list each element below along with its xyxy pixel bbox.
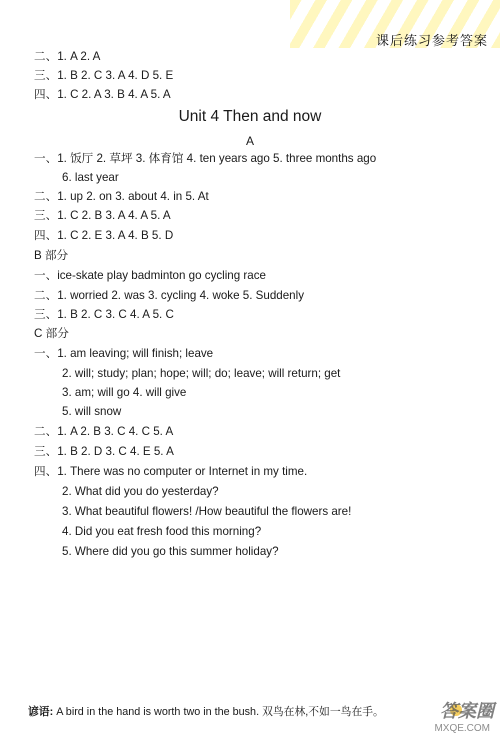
answer-line: 四、1. C 2. E 3. A 4. B 5. D: [34, 229, 174, 242]
proverb-label: 谚语:: [28, 706, 54, 718]
answer-line: 三、1. B 2. C 3. C 4. A 5. C: [34, 308, 174, 321]
answer-line: 二、1. worried 2. was 3. cycling 4. woke 5. Suddenly: [34, 289, 305, 302]
section-b-heading: B 部分: [34, 249, 69, 262]
proverb-text: A bird in the hand is worth two in the bush. 双鸟在林,不如一鸟在手。: [56, 706, 384, 718]
watermark-logo: 答案圈: [440, 701, 494, 721]
answer-line: 三、1. C 2. B 3. A 4. A 5. A: [34, 209, 171, 222]
proverb: [28, 704, 384, 719]
page-header-title: 课后练习参考答案: [375, 34, 488, 49]
answer-line: 5. Where did you go this summer holiday?: [62, 545, 279, 558]
unit-title: Unit 4 Then and now: [178, 108, 322, 125]
watermark-url: MXQE.COM: [434, 723, 490, 734]
answer-line: 3. What beautiful flowers! /How beautiful the flowers are!: [62, 505, 352, 518]
answer-line: 二、1. A 2. B 3. C 4. C 5. A: [34, 425, 174, 438]
section-c-heading: C 部分: [34, 327, 69, 340]
answer-line: 一、ice-skate play badminton go cycling race: [34, 269, 266, 282]
answer-line: 6. last year: [62, 171, 119, 184]
answer-line: 3. am; will go 4. will give: [62, 386, 187, 399]
answer-line: 四、1. C 2. A 3. B 4. A 5. A: [34, 88, 171, 101]
answer-line: 三、1. B 2. C 3. A 4. D 5. E: [34, 69, 174, 82]
answer-line: 四、1. There was no computer or Internet in my time.: [34, 465, 308, 478]
answer-line: 二、1. A 2. A: [34, 50, 101, 63]
answer-line: 二、1. up 2. on 3. about 4. in 5. At: [34, 190, 209, 203]
section-a-heading: A: [245, 134, 254, 148]
answer-line: 三、1. B 2. D 3. C 4. E 5. A: [34, 445, 174, 458]
answer-line: 一、1. am leaving; will finish; leave: [34, 347, 214, 360]
answer-line: 2. will; study; plan; hope; will; do; leave; will return; get: [62, 367, 341, 380]
answer-line: 5. will snow: [62, 405, 122, 418]
answer-line: 一、1. 饭厅 2. 草坪 3. 体育馆 4. ten years ago 5. three months ago: [34, 152, 377, 165]
answer-line: 4. Did you eat fresh food this morning?: [62, 525, 262, 538]
answer-line: 2. What did you do yesterday?: [62, 485, 219, 498]
